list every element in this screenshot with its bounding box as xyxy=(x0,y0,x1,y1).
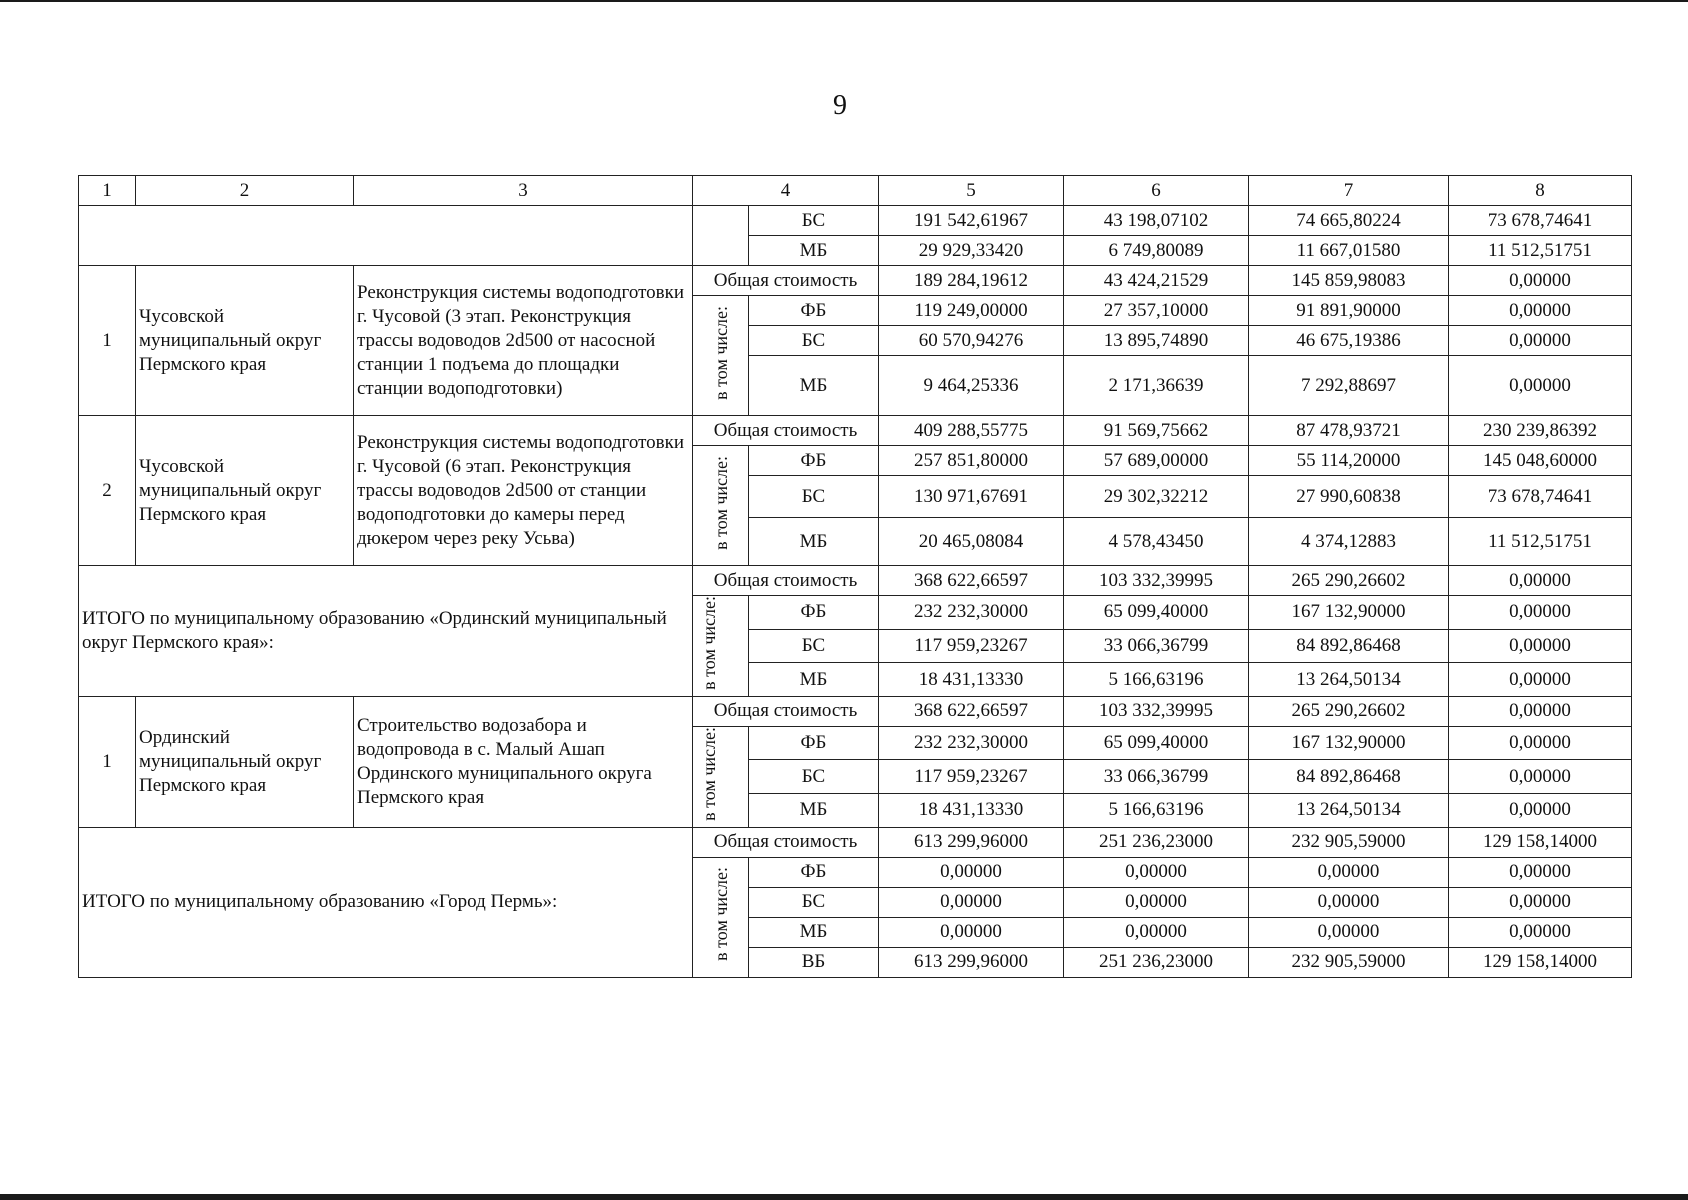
header-col-7: 7 xyxy=(1249,176,1449,206)
value-cell: 145 859,98083 xyxy=(1249,266,1449,296)
value-cell: 0,00000 xyxy=(1449,663,1632,697)
row-label: МБ xyxy=(749,356,879,416)
value-cell: 91 569,75662 xyxy=(1064,416,1249,446)
scan-border-top xyxy=(0,0,1688,2)
value-cell: 0,00000 xyxy=(879,857,1064,887)
value-cell: 87 478,93721 xyxy=(1249,416,1449,446)
row-number: 1 xyxy=(79,696,136,827)
value-cell: 167 132,90000 xyxy=(1249,726,1449,760)
row-label: ФБ xyxy=(749,726,879,760)
table-row xyxy=(79,266,1632,296)
value-cell: 232 232,30000 xyxy=(879,596,1064,630)
value-cell: 2 171,36639 xyxy=(1064,356,1249,416)
table-row xyxy=(79,696,1632,726)
row-label: ФБ xyxy=(749,596,879,630)
value-cell: 0,00000 xyxy=(1249,917,1449,947)
total-label: Общая стоимость xyxy=(693,827,879,857)
value-cell: 0,00000 xyxy=(1449,629,1632,663)
row-label: БС xyxy=(749,206,879,236)
value-cell: 11 667,01580 xyxy=(1249,236,1449,266)
row-label: МБ xyxy=(749,236,879,266)
value-cell: 0,00000 xyxy=(1449,794,1632,828)
scan-border-bottom xyxy=(0,1194,1688,1200)
value-cell: 251 236,23000 xyxy=(1064,947,1249,977)
value-cell: 33 066,36799 xyxy=(1064,760,1249,794)
value-cell: 11 512,51751 xyxy=(1449,518,1632,566)
value-cell: 189 284,19612 xyxy=(879,266,1064,296)
value-cell: 13 264,50134 xyxy=(1249,663,1449,697)
subtotal-vertical-label: в том числе: xyxy=(693,446,749,566)
value-cell: 409 288,55775 xyxy=(879,416,1064,446)
row-label: МБ xyxy=(749,794,879,828)
value-cell: 0,00000 xyxy=(1449,356,1632,416)
row-label: БС xyxy=(749,629,879,663)
value-cell: 117 959,23267 xyxy=(879,629,1064,663)
value-cell: 91 891,90000 xyxy=(1249,296,1449,326)
value-cell: 18 431,13330 xyxy=(879,663,1064,697)
value-cell: 265 290,26602 xyxy=(1249,566,1449,596)
subtotal-label-perm: ИТОГО по муниципальному образованию «Город Пермь»: xyxy=(79,827,693,977)
value-cell: 43 424,21529 xyxy=(1064,266,1249,296)
value-cell: 33 066,36799 xyxy=(1064,629,1249,663)
subtotal-vertical-label: в том числе: xyxy=(693,296,749,416)
value-cell: 84 892,86468 xyxy=(1249,760,1449,794)
value-cell: 0,00000 xyxy=(1449,596,1632,630)
value-cell: 0,00000 xyxy=(1449,917,1632,947)
header-col-1: 1 xyxy=(79,176,136,206)
value-cell: 129 158,14000 xyxy=(1449,947,1632,977)
table-row xyxy=(79,827,1632,857)
project-description: Реконструкция системы водоподготовки г. Чусовой (3 этап. Реконструкция трассы водоводов 2d500 от насосной станции 1 подъема до площадки станции водоподготовки) xyxy=(354,266,693,416)
value-cell: 0,00000 xyxy=(1449,266,1632,296)
row-label: БС xyxy=(749,887,879,917)
value-cell: 74 665,80224 xyxy=(1249,206,1449,236)
value-cell: 0,00000 xyxy=(1249,887,1449,917)
municipality-name: Чусовской муниципальный округ Пермского края xyxy=(136,266,354,416)
value-cell: 129 158,14000 xyxy=(1449,827,1632,857)
value-cell: 0,00000 xyxy=(879,917,1064,947)
row-label: МБ xyxy=(749,518,879,566)
header-col-8: 8 xyxy=(1449,176,1632,206)
value-cell: 7 292,88697 xyxy=(1249,356,1449,416)
value-cell: 9 464,25336 xyxy=(879,356,1064,416)
header-col-6: 6 xyxy=(1064,176,1249,206)
value-cell: 232 905,59000 xyxy=(1249,827,1449,857)
value-cell: 46 675,19386 xyxy=(1249,326,1449,356)
row-label: ФБ xyxy=(749,857,879,887)
value-cell: 117 959,23267 xyxy=(879,760,1064,794)
value-cell: 368 622,66597 xyxy=(879,696,1064,726)
continuation-blank-cell xyxy=(79,206,693,266)
row-label: ВБ xyxy=(749,947,879,977)
value-cell: 119 249,00000 xyxy=(879,296,1064,326)
value-cell: 0,00000 xyxy=(1449,760,1632,794)
value-cell: 13 895,74890 xyxy=(1064,326,1249,356)
row-label: ФБ xyxy=(749,296,879,326)
header-col-5: 5 xyxy=(879,176,1064,206)
value-cell: 0,00000 xyxy=(1449,857,1632,887)
total-label: Общая стоимость xyxy=(693,696,879,726)
value-cell: 613 299,96000 xyxy=(879,947,1064,977)
table-row xyxy=(79,566,1632,596)
value-cell: 0,00000 xyxy=(879,887,1064,917)
value-cell: 0,00000 xyxy=(1064,857,1249,887)
subtotal-vertical-label: в том числе: xyxy=(693,857,749,977)
value-cell: 103 332,39995 xyxy=(1064,566,1249,596)
header-col-2: 2 xyxy=(136,176,354,206)
value-cell: 257 851,80000 xyxy=(879,446,1064,476)
continuation-sub-cell xyxy=(693,206,749,266)
row-label: БС xyxy=(749,760,879,794)
row-label: МБ xyxy=(749,663,879,697)
value-cell: 73 678,74641 xyxy=(1449,476,1632,518)
value-cell: 613 299,96000 xyxy=(879,827,1064,857)
value-cell: 84 892,86468 xyxy=(1249,629,1449,663)
value-cell: 60 570,94276 xyxy=(879,326,1064,356)
value-cell: 55 114,20000 xyxy=(1249,446,1449,476)
value-cell: 230 239,86392 xyxy=(1449,416,1632,446)
row-label: ФБ xyxy=(749,446,879,476)
value-cell: 0,00000 xyxy=(1449,326,1632,356)
subtotal-label-ordinsky: ИТОГО по муниципальному образованию «Ординский муниципальный округ Пермского края»: xyxy=(79,566,693,697)
project-description: Реконструкция системы водоподготовки г. Чусовой (6 этап. Реконструкция трассы водоводов 2d500 от станции водоподготовки до камеры перед дюкером через реку Усьва) xyxy=(354,416,693,566)
value-cell: 18 431,13330 xyxy=(879,794,1064,828)
value-cell: 191 542,61967 xyxy=(879,206,1064,236)
value-cell: 0,00000 xyxy=(1449,566,1632,596)
table-row xyxy=(79,416,1632,446)
municipality-name: Ординский муниципальный округ Пермского края xyxy=(136,696,354,827)
value-cell: 20 465,08084 xyxy=(879,518,1064,566)
value-cell: 29 929,33420 xyxy=(879,236,1064,266)
value-cell: 103 332,39995 xyxy=(1064,696,1249,726)
row-label: БС xyxy=(749,476,879,518)
value-cell: 73 678,74641 xyxy=(1449,206,1632,236)
value-cell: 0,00000 xyxy=(1064,917,1249,947)
value-cell: 0,00000 xyxy=(1064,887,1249,917)
row-label: БС xyxy=(749,326,879,356)
value-cell: 5 166,63196 xyxy=(1064,794,1249,828)
value-cell: 29 302,32212 xyxy=(1064,476,1249,518)
value-cell: 130 971,67691 xyxy=(879,476,1064,518)
value-cell: 232 232,30000 xyxy=(879,726,1064,760)
row-number: 2 xyxy=(79,416,136,566)
total-label: Общая стоимость xyxy=(693,566,879,596)
value-cell: 27 990,60838 xyxy=(1249,476,1449,518)
value-cell: 57 689,00000 xyxy=(1064,446,1249,476)
table-header-row xyxy=(79,176,1632,206)
row-label: МБ xyxy=(749,917,879,947)
value-cell: 232 905,59000 xyxy=(1249,947,1449,977)
subtotal-vertical-label: в том числе: xyxy=(693,596,749,697)
municipality-name: Чусовской муниципальный округ Пермского края xyxy=(136,416,354,566)
value-cell: 265 290,26602 xyxy=(1249,696,1449,726)
header-col-4: 4 xyxy=(693,176,879,206)
value-cell: 167 132,90000 xyxy=(1249,596,1449,630)
value-cell: 13 264,50134 xyxy=(1249,794,1449,828)
value-cell: 145 048,60000 xyxy=(1449,446,1632,476)
value-cell: 0,00000 xyxy=(1449,887,1632,917)
page-number: 9 xyxy=(833,90,847,121)
header-col-3: 3 xyxy=(354,176,693,206)
total-label: Общая стоимость xyxy=(693,416,879,446)
value-cell: 5 166,63196 xyxy=(1064,663,1249,697)
value-cell: 4 374,12883 xyxy=(1249,518,1449,566)
budget-table xyxy=(78,175,1632,978)
value-cell: 0,00000 xyxy=(1449,696,1632,726)
row-number: 1 xyxy=(79,266,136,416)
value-cell: 251 236,23000 xyxy=(1064,827,1249,857)
total-label: Общая стоимость xyxy=(693,266,879,296)
value-cell: 65 099,40000 xyxy=(1064,726,1249,760)
value-cell: 0,00000 xyxy=(1449,296,1632,326)
subtotal-vertical-label: в том числе: xyxy=(693,726,749,827)
value-cell: 368 622,66597 xyxy=(879,566,1064,596)
value-cell: 0,00000 xyxy=(1449,726,1632,760)
value-cell: 11 512,51751 xyxy=(1449,236,1632,266)
value-cell: 6 749,80089 xyxy=(1064,236,1249,266)
value-cell: 65 099,40000 xyxy=(1064,596,1249,630)
value-cell: 4 578,43450 xyxy=(1064,518,1249,566)
project-description: Строительство водозабора и водопровода в с. Малый Ашап Ординского муниципального округа Пермского края xyxy=(354,696,693,827)
value-cell: 0,00000 xyxy=(1249,857,1449,887)
value-cell: 27 357,10000 xyxy=(1064,296,1249,326)
table-row xyxy=(79,206,1632,236)
value-cell: 43 198,07102 xyxy=(1064,206,1249,236)
